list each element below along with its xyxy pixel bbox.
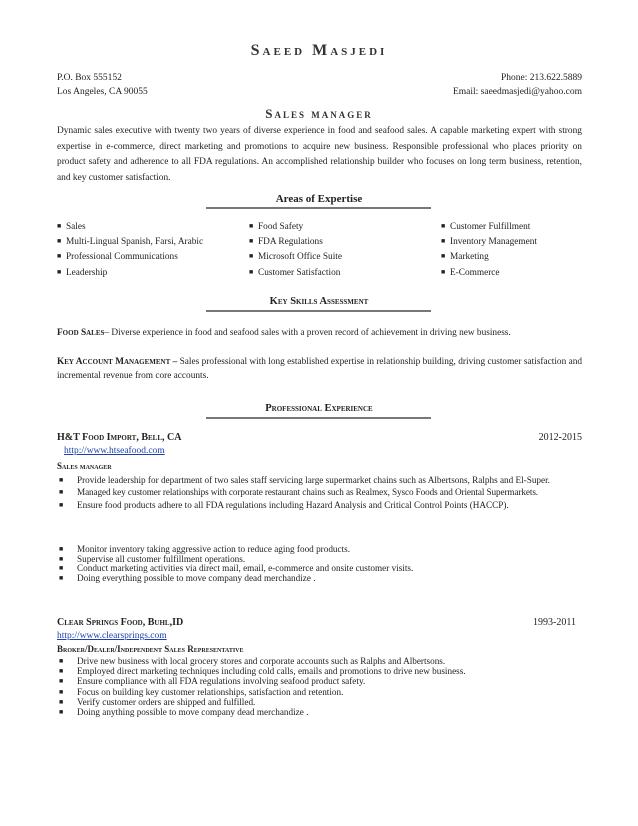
square-bullet-icon: ■ <box>59 677 64 686</box>
square-bullet-icon: ■ <box>57 222 62 230</box>
square-bullet-icon: ■ <box>59 657 64 665</box>
list-item: ■ Verify customer orders are shipped and fulfilled. <box>59 696 256 707</box>
square-bullet-icon: ■ <box>249 252 254 261</box>
square-bullet-icon: ■ <box>59 564 64 573</box>
list-item: ■ Microsoft Office Suite <box>249 249 342 264</box>
list-item: ■ Ensure food products adhere to all FDA regulations including Hazard Analysis and Critical Control Points (HACCP). <box>59 499 509 510</box>
list-item: ■ FDA Regulations <box>249 234 342 249</box>
candidate-name: Saeed Masjedi <box>250 42 388 59</box>
list-item: ■ Doing everything possible to move company dead merchandize . <box>59 572 316 583</box>
company-link[interactable]: http://www.htseafood.com <box>64 446 165 456</box>
skills-rule <box>206 310 431 312</box>
square-bullet-icon: ■ <box>59 687 64 696</box>
list-item: ■ Food Safety <box>249 219 342 234</box>
square-bullet-icon: ■ <box>59 697 64 706</box>
square-bullet-icon: ■ <box>441 252 446 261</box>
expertise-col-3 <box>441 219 537 280</box>
list-item: ■ Monitor inventory taking aggressive action to reduce aging food products. <box>59 544 351 554</box>
square-bullet-icon: ■ <box>249 267 254 276</box>
square-bullet-icon: ■ <box>59 500 64 509</box>
square-bullet-icon: ■ <box>59 476 64 484</box>
square-bullet-icon: ■ <box>59 667 64 676</box>
list-item: ■ Supervise all customer fulfillment operations. <box>59 553 246 564</box>
list-item: ■ Employed direct marketing techniques including cold calls, emails and promotions to drive new business. <box>59 666 466 677</box>
skill-text: Sales professional with long established expertise in relationship building, driving customer satisfaction and incremental revenue from core accounts. <box>57 357 582 381</box>
skill-label: Key Account Management – <box>57 357 178 367</box>
job-title: Sales manager <box>265 106 373 121</box>
experience-rule <box>206 417 431 419</box>
square-bullet-icon: ■ <box>249 237 254 246</box>
list-item: ■ Multi-Lingual Spanish, Farsi, Arabic <box>57 234 203 249</box>
email: Email: saeedmasjedi@yahoo.com <box>452 87 582 97</box>
list-item: ■ Customer Fulfillment <box>441 219 537 234</box>
job1-bullets-compact <box>57 545 582 583</box>
company-label: Clear Springs Food, Buhl,ID <box>57 617 184 628</box>
list-item: ■ Doing anything possible to move company dead merchandize . <box>59 707 309 718</box>
square-bullet-icon: ■ <box>59 573 64 582</box>
expertise-col-2 <box>249 219 342 280</box>
list-item: ■ Customer Satisfaction <box>249 265 342 280</box>
employment-years: 2012-2015 <box>538 432 582 443</box>
square-bullet-icon: ■ <box>57 237 62 246</box>
role-title: Broker/Dealer/Independent Sales Representative <box>57 644 244 654</box>
experience-heading: Professional Experience <box>265 403 373 414</box>
square-bullet-icon: ■ <box>249 222 254 230</box>
square-bullet-icon: ■ <box>59 545 64 553</box>
skill-key-account <box>57 356 582 383</box>
skill-label: Food Sales <box>57 328 105 338</box>
expertise-col-1 <box>57 219 203 280</box>
list-item: ■ Sales <box>57 219 203 234</box>
square-bullet-icon: ■ <box>57 267 62 276</box>
job1-bullets <box>57 474 582 511</box>
company-label: H&T Food Import, Bell, CA <box>57 432 182 443</box>
skills-heading: Key Skills Assessment <box>269 296 369 307</box>
expertise-rule <box>206 207 431 209</box>
job2-bullets <box>57 656 582 717</box>
list-item: ■ Managed key customer relationships with corporate restaurant chains such as Realmex, Sysco Foods and Oriental Supermarkets. <box>59 487 538 498</box>
square-bullet-icon: ■ <box>441 237 446 246</box>
list-item: ■ Marketing <box>441 249 537 264</box>
skill-food-sales <box>57 327 582 341</box>
skill-text: – Diverse experience in food and seafood sales with a proven record of achievement in driving new business. <box>104 328 511 338</box>
company-link[interactable]: http://www.clearsprings.com <box>57 631 167 641</box>
address-line-1: P.O. Box 555152 <box>57 73 122 83</box>
list-item: ■ Focus on building key customer relationships, satisfaction and retention. <box>59 686 344 697</box>
list-item: ■ Professional Communications <box>57 249 203 264</box>
role-title: Sales manager <box>57 461 112 471</box>
expertise-heading: Areas of Expertise <box>275 193 363 205</box>
company-name <box>57 617 582 628</box>
list-item: ■ Ensure compliance with all FDA regulations involving seafood product safety. <box>59 676 366 687</box>
phone: Phone: 213.622.5889 <box>500 73 582 83</box>
summary: Dynamic sales executive with twenty two years of diverse experience in food and seafood sales. A capable marketing expert with strong expertise in e-commerce, direct marketing and promotions to acquire new business. Responsible professional who places priority on product safety and adherence to all FDA regulations. An accomplished relationship builder who focuses on long term business, retention, and key customer satisfaction. <box>57 126 582 183</box>
company-name <box>57 432 582 443</box>
list-item: ■ Inventory Management <box>441 234 537 249</box>
list-item: ■ Provide leadership for department of two sales staff servicing large supermarket chains such as Albertsons, Ralphs and El-Super. <box>59 475 550 485</box>
square-bullet-icon: ■ <box>57 252 62 261</box>
square-bullet-icon: ■ <box>59 708 64 717</box>
square-bullet-icon: ■ <box>59 488 64 497</box>
address-line-2: Los Angeles, CA 90055 <box>57 87 148 97</box>
employment-years: 1993-2011 <box>533 617 576 628</box>
list-item: ■ E-Commerce <box>441 265 537 280</box>
square-bullet-icon: ■ <box>59 554 64 563</box>
square-bullet-icon: ■ <box>441 222 446 230</box>
list-item: ■ Drive new business with local grocery stores and corporate accounts such as Ralphs and Albertsons. <box>59 656 446 666</box>
list-item: ■ Conduct marketing activities via direct mail, email, e-commerce and onsite customer visits. <box>59 563 414 574</box>
list-item: ■ Leadership <box>57 265 203 280</box>
square-bullet-icon: ■ <box>441 267 446 276</box>
